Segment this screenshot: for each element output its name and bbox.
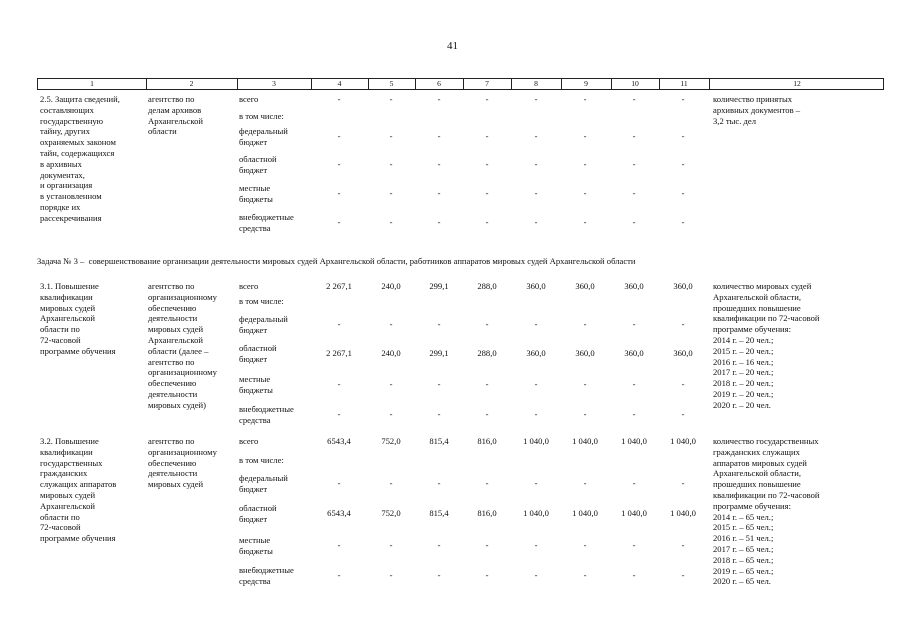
funding-value: 1 040,0 — [621, 436, 647, 446]
funding-value: - — [389, 409, 393, 419]
funding-value: 360,0 — [673, 281, 693, 291]
funding-value: - — [337, 159, 341, 169]
funding-value: - — [534, 478, 538, 488]
funding-value: - — [337, 188, 341, 198]
funding-value: - — [485, 319, 489, 329]
funding-value: - — [681, 570, 685, 580]
funding-value: 360,0 — [624, 348, 644, 358]
funding-value: - — [485, 217, 489, 227]
funding-value: 360,0 — [673, 348, 693, 358]
funding-value: 360,0 — [575, 348, 595, 358]
funding-value: - — [437, 478, 441, 488]
funding-value: - — [632, 540, 636, 550]
header-separator — [415, 79, 416, 89]
funding-value: - — [485, 159, 489, 169]
funding-value: - — [583, 159, 587, 169]
funding-source-label: в том числе: — [239, 111, 284, 121]
funding-value: 1 040,0 — [572, 436, 598, 446]
funding-value: - — [389, 94, 393, 104]
funding-source-label: всего — [239, 436, 259, 446]
funding-source-label: областной бюджет — [239, 154, 277, 175]
funding-value: - — [534, 570, 538, 580]
row-2-5-title: 2.5. Защита сведений, составляющих государственную тайну, других охраняемых законом тайн, содержащихся в архивных документах, и организация в установленном порядке их рассекречивания — [40, 94, 120, 223]
row-3-2-responsible: агентство по организационному обеспечению деятельности мировых судей — [148, 436, 217, 490]
funding-value: - — [632, 159, 636, 169]
row-3-1-title: 3.1. Повышение квалификации мировых судей Архангельской области по 72-часовой программе обучения — [40, 281, 116, 356]
row-3-1-result: количество мировых судей Архангельской области, прошедших повышение квалификации по 72-часовой программе обучения: 2014 г. – 20 чел.; 2015 г. – 20 чел.; 2016 г. – 16 чел.; 2017 г. – 20 чел.; 2018 г. – 20 чел.; 2019 г. – 20 чел.; 2020 г. – 20 чел. — [713, 281, 820, 410]
funding-value: - — [583, 379, 587, 389]
header-col-7: 7 — [485, 79, 489, 88]
funding-value: 288,0 — [477, 281, 497, 291]
funding-value: 816,0 — [477, 508, 497, 518]
header-separator — [709, 79, 710, 89]
funding-source-label: внебюджетные средства — [239, 404, 294, 425]
funding-value: - — [583, 478, 587, 488]
funding-source-label: внебюджетные средства — [239, 565, 294, 586]
funding-value: 1 040,0 — [670, 436, 696, 446]
funding-value: - — [681, 131, 685, 141]
funding-value: - — [583, 217, 587, 227]
funding-value: - — [681, 319, 685, 329]
funding-value: 2 267,1 — [326, 281, 352, 291]
funding-value: - — [632, 217, 636, 227]
funding-source-label: федеральный бюджет — [239, 126, 288, 147]
funding-value: - — [583, 540, 587, 550]
funding-value: - — [485, 570, 489, 580]
funding-value: - — [534, 159, 538, 169]
header-separator — [611, 79, 612, 89]
funding-value: 299,1 — [429, 281, 449, 291]
funding-value: 1 040,0 — [572, 508, 598, 518]
funding-value: 360,0 — [575, 281, 595, 291]
funding-value: - — [337, 94, 341, 104]
row-3-2-result: количество государственных гражданских служащих аппаратов мировых судей Архангельской области, прошедших повышение квалификации по 72-часовой программе обучения: 2014 г. – 65 чел.; 2015 г. – 65 чел.; 2016 г. – 51 чел.; 2017 г. – 65 чел.; 2018 г. – 65 чел.; 2019 г. – 65 чел.; 2020 г. – 65 чел. — [713, 436, 820, 587]
funding-value: - — [534, 409, 538, 419]
funding-value: - — [389, 478, 393, 488]
header-col-11: 11 — [680, 79, 688, 88]
header-separator — [146, 79, 147, 89]
header-col-9: 9 — [584, 79, 588, 88]
funding-value: - — [681, 94, 685, 104]
funding-source-label: в том числе: — [239, 455, 284, 465]
header-separator — [561, 79, 562, 89]
funding-value: - — [389, 319, 393, 329]
header-separator — [659, 79, 660, 89]
funding-value: 1 040,0 — [523, 508, 549, 518]
funding-value: - — [583, 131, 587, 141]
funding-value: - — [534, 217, 538, 227]
funding-value: - — [583, 570, 587, 580]
funding-value: 1 040,0 — [670, 508, 696, 518]
header-separator — [368, 79, 369, 89]
funding-value: - — [485, 540, 489, 550]
funding-value: 752,0 — [381, 436, 401, 446]
row-3-1-responsible: агентство по организационному обеспечению деятельности мировых судей Архангельской области (далее – агентство по организационному обеспечению деятельности мировых судей) — [148, 281, 217, 410]
funding-value: - — [632, 131, 636, 141]
funding-value: - — [337, 379, 341, 389]
funding-value: - — [632, 478, 636, 488]
header-col-2: 2 — [189, 79, 194, 88]
funding-value: - — [583, 188, 587, 198]
funding-value: - — [337, 478, 341, 488]
funding-value: - — [632, 379, 636, 389]
funding-source-label: всего — [239, 281, 259, 291]
funding-value: 6543,4 — [327, 436, 351, 446]
funding-value: - — [337, 217, 341, 227]
header-col-12: 12 — [793, 79, 801, 88]
funding-value: - — [389, 540, 393, 550]
funding-value: 240,0 — [381, 348, 401, 358]
funding-value: 2 267,1 — [326, 348, 352, 358]
funding-value: - — [681, 159, 685, 169]
funding-value: 360,0 — [624, 281, 644, 291]
funding-value: - — [534, 379, 538, 389]
funding-value: - — [437, 131, 441, 141]
task-3-title: Задача № 3 – совершенствование организации деятельности мировых судей Архангельской области, работников аппаратов мировых судей Архангельской области — [37, 256, 636, 266]
header-col-3: 3 — [272, 79, 276, 88]
funding-value: - — [485, 409, 489, 419]
header-separator — [311, 79, 312, 89]
funding-value: 1 040,0 — [523, 436, 549, 446]
funding-value: - — [437, 540, 441, 550]
funding-value: - — [534, 131, 538, 141]
funding-value: - — [437, 379, 441, 389]
funding-value: - — [632, 409, 636, 419]
funding-value: 299,1 — [429, 348, 449, 358]
funding-value: - — [389, 131, 393, 141]
header-col-5: 5 — [389, 79, 394, 88]
funding-value: - — [437, 570, 441, 580]
funding-value: 288,0 — [477, 348, 497, 358]
header-separator — [511, 79, 512, 89]
funding-value: - — [534, 540, 538, 550]
funding-source-label: местные бюджеты — [239, 374, 273, 395]
funding-value: - — [337, 570, 341, 580]
funding-value: - — [681, 217, 685, 227]
funding-value: - — [389, 217, 393, 227]
funding-value: 1 040,0 — [621, 508, 647, 518]
funding-value: 815,4 — [429, 508, 449, 518]
funding-value: - — [681, 379, 685, 389]
funding-value: - — [389, 379, 393, 389]
funding-value: - — [583, 319, 587, 329]
header-col-1: 1 — [90, 79, 94, 88]
funding-source-label: федеральный бюджет — [239, 473, 288, 494]
header-col-6: 6 — [437, 79, 441, 88]
row-2-5-result: количество принятых архивных документов – 3,2 тыс. дел — [713, 94, 801, 126]
funding-value: - — [337, 319, 341, 329]
funding-value: - — [583, 409, 587, 419]
header-col-4: 4 — [337, 79, 342, 88]
funding-value: - — [534, 94, 538, 104]
funding-value: 360,0 — [526, 348, 546, 358]
funding-value: - — [534, 319, 538, 329]
funding-value: - — [389, 570, 393, 580]
funding-value: - — [485, 188, 489, 198]
funding-value: - — [681, 540, 685, 550]
funding-source-label: федеральный бюджет — [239, 314, 288, 335]
row-2-5-responsible: агентство по делам архивов Архангельской области — [148, 94, 203, 137]
page-number: 41 — [447, 40, 458, 52]
funding-value: - — [337, 409, 341, 419]
funding-value: 752,0 — [381, 508, 401, 518]
funding-value: - — [485, 478, 489, 488]
header-separator — [463, 79, 464, 89]
funding-value: - — [485, 94, 489, 104]
funding-value: - — [632, 94, 636, 104]
funding-value: - — [583, 94, 587, 104]
funding-value: - — [681, 478, 685, 488]
funding-value: 815,4 — [429, 436, 449, 446]
funding-value: - — [632, 319, 636, 329]
funding-value: - — [485, 379, 489, 389]
funding-source-label: местные бюджеты — [239, 183, 273, 204]
row-3-2-title: 3.2. Повышение квалификации государственных гражданских служащих аппаратов мировых судей Архангельской области по 72-часовой программе обучения — [40, 436, 117, 544]
funding-value: - — [534, 188, 538, 198]
funding-source-label: внебюджетные средства — [239, 212, 294, 233]
funding-value: 360,0 — [526, 281, 546, 291]
funding-value: - — [337, 131, 341, 141]
funding-value: - — [389, 159, 393, 169]
funding-value: - — [437, 188, 441, 198]
funding-value: - — [337, 540, 341, 550]
funding-source-label: всего — [239, 94, 259, 104]
funding-source-label: областной бюджет — [239, 343, 277, 364]
funding-value: - — [389, 188, 393, 198]
header-col-8: 8 — [534, 79, 538, 88]
header-col-10: 10 — [631, 79, 639, 88]
funding-value: - — [437, 94, 441, 104]
funding-source-label: областной бюджет — [239, 503, 277, 524]
funding-source-label: в том числе: — [239, 296, 284, 306]
funding-value: 816,0 — [477, 436, 497, 446]
funding-value: - — [485, 131, 489, 141]
funding-value: - — [681, 409, 685, 419]
funding-value: - — [437, 217, 441, 227]
funding-value: - — [437, 409, 441, 419]
funding-value: 240,0 — [381, 281, 401, 291]
funding-value: - — [632, 570, 636, 580]
funding-value: - — [437, 159, 441, 169]
funding-value: - — [437, 319, 441, 329]
funding-value: 6543,4 — [327, 508, 351, 518]
funding-value: - — [681, 188, 685, 198]
funding-source-label: местные бюджеты — [239, 535, 273, 556]
table-header-row — [37, 78, 884, 90]
funding-value: - — [632, 188, 636, 198]
header-separator — [237, 79, 238, 89]
